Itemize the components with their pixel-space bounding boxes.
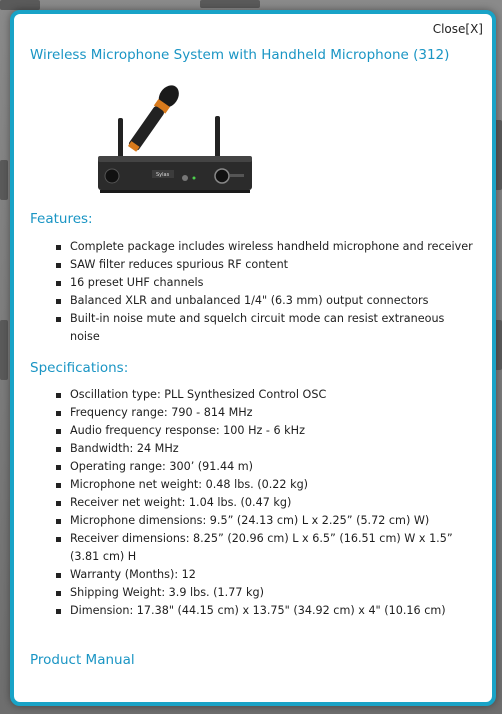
- background-fragment: [0, 160, 8, 200]
- product-detail-modal: [10, 10, 496, 706]
- product-title: Wireless Microphone System with Handheld Microphone (312): [30, 47, 450, 63]
- features-list: [54, 238, 474, 346]
- list-item: Frequency range: 790 - 814 MHz: [54, 404, 474, 422]
- list-item: Shipping Weight: 3.9 lbs. (1.77 kg): [54, 584, 474, 602]
- list-item: Receiver dimensions: 8.25” (20.96 cm) L x 6.5” (16.51 cm) W x 1.5” (3.81 cm) H: [54, 530, 474, 566]
- list-item: Warranty (Months): 12: [54, 566, 474, 584]
- microphone-system-image: [90, 78, 260, 198]
- specifications-heading: Specifications:: [30, 360, 129, 376]
- list-item: Operating range: 300’ (91.44 m): [54, 458, 474, 476]
- list-item: Receiver net weight: 1.04 lbs. (0.47 kg): [54, 494, 474, 512]
- list-item: Dimension: 17.38" (44.15 cm) x 13.75" (34.92 cm) x 4" (10.16 cm): [54, 602, 474, 620]
- background-fragment: [200, 0, 260, 8]
- list-item: Microphone net weight: 0.48 lbs. (0.22 kg): [54, 476, 474, 494]
- features-heading: Features:: [30, 211, 93, 227]
- list-item: SAW filter reduces spurious RF content: [54, 256, 474, 274]
- list-item: Bandwidth: 24 MHz: [54, 440, 474, 458]
- list-item: Built-in noise mute and squelch circuit mode can resist extraneous noise: [54, 310, 474, 346]
- product-manual-link[interactable]: Product Manual: [30, 652, 135, 668]
- list-item: Audio frequency response: 100 Hz - 6 kHz: [54, 422, 474, 440]
- close-button[interactable]: Close[X]: [432, 22, 483, 36]
- list-item: 16 preset UHF channels: [54, 274, 474, 292]
- list-item: Microphone dimensions: 9.5” (24.13 cm) L x 2.25” (5.72 cm) W): [54, 512, 474, 530]
- list-item: Complete package includes wireless handheld microphone and receiver: [54, 238, 474, 256]
- specifications-list: [54, 386, 474, 620]
- background-fragment: [0, 320, 8, 380]
- list-item: Balanced XLR and unbalanced 1/4" (6.3 mm) output connectors: [54, 292, 474, 310]
- list-item: Oscillation type: PLL Synthesized Control OSC: [54, 386, 474, 404]
- background-fragment: [0, 0, 40, 10]
- svg-text:Sylas: Sylas: [156, 172, 170, 178]
- product-image: [90, 78, 260, 198]
